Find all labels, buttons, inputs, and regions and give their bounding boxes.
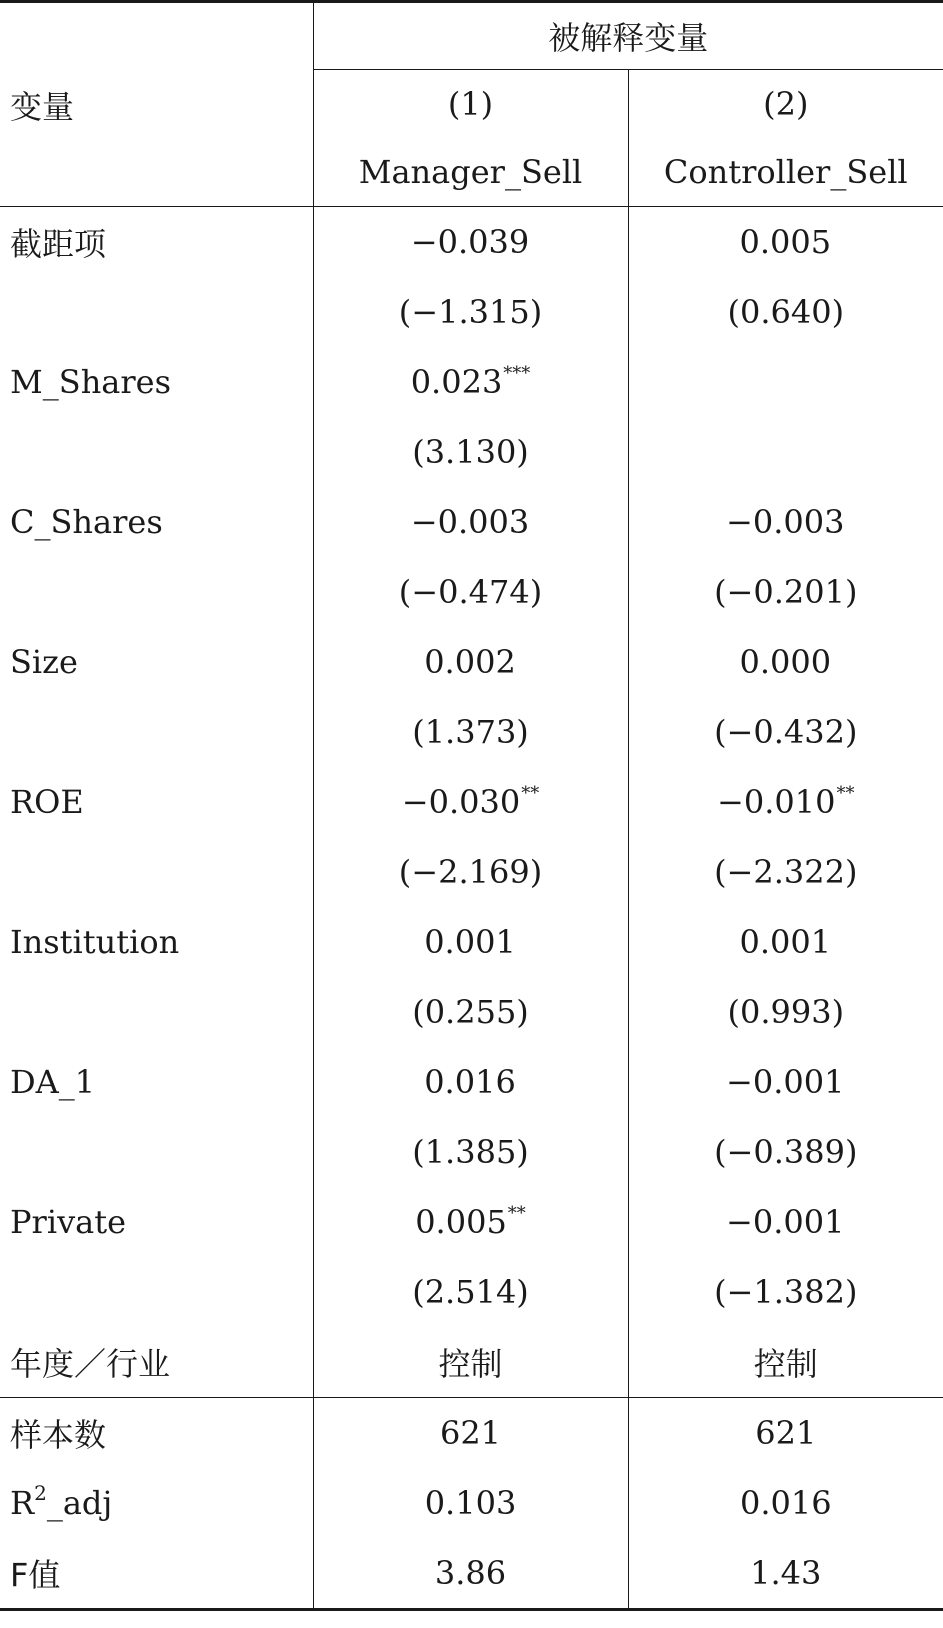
coef-value: 0.000 [739, 643, 832, 681]
variable-name [0, 1187, 313, 1257]
coef-col2 [628, 767, 943, 837]
significance-stars: ** [836, 783, 855, 804]
empty-label-cell [0, 1257, 313, 1327]
variable-name [0, 767, 313, 837]
statistic-label-suffix: _adj [46, 1484, 113, 1522]
coef-col1 [313, 347, 628, 417]
significance-stars: ** [507, 1203, 526, 1224]
coef-value: −0.001 [726, 1063, 845, 1101]
coef-value: 0.023 [410, 363, 503, 401]
coef-value: −0.030 [401, 783, 521, 821]
t-stat-col2: (−0.389) [714, 1133, 858, 1171]
t-stat-col1: (−1.315) [313, 277, 628, 347]
variable-label: 截距项 [10, 225, 107, 263]
coef-col1 [313, 487, 628, 557]
t-stat-col2 [628, 417, 943, 487]
column-1-name: Manager_Sell [313, 138, 628, 207]
column-2-name: Controller_Sell [628, 138, 943, 207]
coef-col2 [628, 207, 943, 278]
coef-value: −0.003 [726, 503, 845, 541]
dependent-variable-header: 被解释变量 [313, 2, 943, 70]
coefficient-row [0, 207, 943, 278]
t-stat-col1: (2.514) [313, 1257, 628, 1327]
coefficient-row [0, 487, 943, 557]
statistic-col2: 621 [755, 1414, 817, 1452]
significance-stars: ** [521, 783, 540, 804]
statistic-label [0, 1398, 313, 1469]
statistic-row [0, 1538, 943, 1610]
variable-label: M_Shares [10, 363, 172, 401]
statistic-label-main: R [10, 1484, 35, 1522]
statistic-col1: 0.103 [313, 1468, 628, 1538]
coefficient-row [0, 1187, 943, 1257]
coef-value: −0.039 [410, 223, 530, 261]
t-stat-col2: (−1.382) [714, 1273, 858, 1311]
empty-label-cell [0, 697, 313, 767]
t-stat-col1: (−2.169) [313, 837, 628, 907]
t-stat-col2: (−0.432) [714, 713, 858, 751]
coef-col2 [628, 347, 943, 417]
variable-name [0, 907, 313, 977]
statistic-col1: 621 [313, 1398, 628, 1469]
t-stat-row [0, 1257, 943, 1327]
coef-col1 [313, 1047, 628, 1117]
coef-value: 0.016 [424, 1063, 516, 1101]
variable-name [0, 627, 313, 697]
statistic-label-main: F值 [10, 1556, 61, 1594]
t-stat-col2: (0.640) [727, 293, 845, 331]
coef-value: −0.003 [410, 503, 530, 541]
t-stat-row [0, 1117, 943, 1187]
variable-name [0, 1047, 313, 1117]
variable-label: Size [10, 643, 78, 681]
variable-label: C_Shares [10, 503, 163, 541]
controls-row [0, 1327, 943, 1398]
t-stat-row [0, 837, 943, 907]
variable-name [0, 207, 313, 278]
coef-col2 [628, 907, 943, 977]
t-stat-col2: (−0.201) [714, 573, 858, 611]
statistics-rows [0, 1398, 943, 1610]
empty-label-cell [0, 977, 313, 1047]
statistic-col2: 0.016 [739, 1484, 832, 1522]
statistic-label [0, 1468, 313, 1538]
coefficient-row [0, 347, 943, 417]
coef-value: 0.002 [424, 643, 516, 681]
t-stat-row [0, 557, 943, 627]
coefficient-row [0, 1047, 943, 1117]
statistic-col2: 1.43 [628, 1538, 943, 1610]
t-stat-col1: (1.385) [313, 1117, 628, 1187]
coefficient-row [0, 907, 943, 977]
coef-value: 0.001 [739, 923, 832, 961]
coef-value: 0.005 [415, 1203, 507, 1241]
t-stat-row [0, 697, 943, 767]
statistic-row [0, 1468, 943, 1538]
statistic-label-superscript: 2 [34, 1481, 47, 1505]
column-2-number: (2) [763, 85, 809, 123]
empty-label-cell [0, 557, 313, 627]
empty-label-cell [0, 837, 313, 907]
coefficient-row [0, 627, 943, 697]
coef-col1 [313, 627, 628, 697]
coef-value: −0.001 [726, 1203, 845, 1241]
t-stat-col2: (−2.322) [714, 853, 858, 891]
t-stat-col1: (3.130) [313, 417, 628, 487]
coef-value: 0.005 [739, 223, 832, 261]
coef-value: −0.010 [717, 783, 836, 821]
column-1-number: (1) [313, 70, 628, 139]
coefficient-rows [0, 207, 943, 1328]
t-stat-col1: (0.255) [313, 977, 628, 1047]
variable-name [0, 487, 313, 557]
variable-label: Institution [10, 923, 180, 961]
coef-value: 0.001 [424, 923, 516, 961]
statistic-col1: 3.86 [313, 1538, 628, 1610]
variable-label: ROE [10, 783, 84, 821]
variable-name [0, 347, 313, 417]
coef-col2 [628, 1187, 943, 1257]
empty-label-cell [0, 1117, 313, 1187]
significance-stars: *** [503, 363, 531, 384]
coef-col1 [313, 1187, 628, 1257]
coef-col1 [313, 207, 628, 278]
t-stat-row [0, 277, 943, 347]
t-stat-row [0, 417, 943, 487]
controls-col2: 控制 [628, 1327, 943, 1398]
coef-col2 [628, 487, 943, 557]
coef-col1 [313, 767, 628, 837]
variable-label: DA_1 [10, 1063, 96, 1101]
empty-label-cell [0, 417, 313, 487]
t-stat-row [0, 977, 943, 1047]
statistic-label-main: 样本数 [10, 1416, 107, 1454]
variable-column-header: 变量 [0, 2, 313, 207]
t-stat-col1: (−0.474) [313, 557, 628, 627]
t-stat-col1: (1.373) [313, 697, 628, 767]
coefficient-row [0, 767, 943, 837]
controls-col1: 控制 [313, 1327, 628, 1398]
statistic-label [0, 1538, 313, 1610]
coef-col1 [313, 907, 628, 977]
statistic-row [0, 1398, 943, 1469]
variable-label: Private [10, 1203, 127, 1241]
coef-col2 [628, 1047, 943, 1117]
t-stat-col2: (0.993) [727, 993, 845, 1031]
coef-col2 [628, 627, 943, 697]
controls-label: 年度／行业 [0, 1327, 313, 1398]
empty-label-cell [0, 277, 313, 347]
